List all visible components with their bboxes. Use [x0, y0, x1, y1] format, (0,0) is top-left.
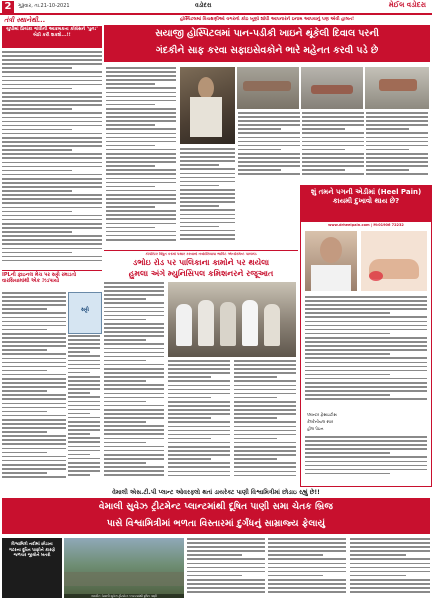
bottom-sidebar-text: વિશ્વામિત્રી નદીમાં છોડાતા ગટરના દૂષિત પાણીને કારણે જળચર જીવોને ખતરો — [8, 541, 56, 558]
ad-body-text — [305, 296, 427, 406]
lead-body-col1 — [106, 67, 176, 247]
lead-photo-wall-mid — [301, 67, 363, 109]
lead-headline-box — [104, 25, 430, 62]
bottom-sidebar-note — [2, 538, 62, 598]
header-rule — [0, 13, 432, 15]
page-header — [0, 0, 432, 13]
meeting-headline-line2: હુમલા અંગે મ્યુનિસિપલ કમિશનરને રજૂઆત — [128, 269, 274, 278]
lead-story-header — [104, 16, 430, 64]
ipl-headline: IPLની ફાઇનલ મેચ પર સટ્ટો રમાડતો વારસિયામાંથી એક ઝડપાયો — [2, 272, 77, 285]
meeting-kicker: કોર્પોરેટર વિધુત કરમાં પસાર કરવાનાં નવાંદરિયાપા ભાર્કિટ એન્ડોરમેન્ટ પાલખંડ — [145, 252, 257, 256]
editorial-column — [2, 16, 102, 269]
ad-question: શું તમને પગની એડીમાં (Heel Pain) કાયમી દુખાવો થાય છે? — [310, 188, 422, 205]
meeting-headline-line1: ડભોઇ રોડ પર પાલિકાના કામોને પર થયેલા — [132, 258, 270, 267]
lead-headline-line2: ગંદકીને સાફ કરવા સફાઇસેવકોને ભારે મહેનત કરવી પડે છે — [155, 45, 379, 56]
lead-body-col2 — [238, 112, 300, 182]
bottom-kicker: વેમાલી એસ.ટી.પી પ્લાન્ટ ઓવરફ્લો થતાં ડાયરેક્ટ પાણી વિશ્વામિત્રીમાં છોડાઇ રહ્યું છે!! — [112, 489, 320, 496]
bottom-headline-line2: પાસે વિશ્વામિત્રીમાં ભળતા વિસ્તારમાં દુર્ગંધનું સામ્રાજ્ય ફેલાયું — [106, 518, 326, 529]
heel-pain-ad — [300, 185, 432, 487]
bottom-body-col3 — [350, 538, 430, 598]
lead-body-col5 — [180, 148, 235, 248]
lead-body-col3 — [302, 112, 364, 182]
lead-headline-line1: સયાજી હોસ્પિટલમાં પાન-પડીકી ખાઇને થૂંકેલી દિવાલ પરની — [155, 28, 379, 39]
lead-body-col4 — [366, 112, 428, 182]
ad-footer-text — [305, 436, 427, 482]
cricket-stamp — [68, 292, 102, 334]
ipl-body-side — [68, 335, 100, 482]
editorial-headline-box — [2, 26, 102, 48]
ipl-story — [2, 270, 102, 485]
lead-photo-wall-left — [237, 67, 299, 109]
ad-bullet-list — [307, 411, 425, 432]
ad-foot-illustration — [361, 231, 427, 291]
meeting-body-col2 — [168, 360, 230, 482]
city-name: વડોદરા — [195, 2, 212, 9]
editorial-headline: યુપીમાં પ્રિયંકા ગાંધીની આક્રમકતા કોંગ્રેસને 'પુન:' બેઠી કરી શકશે...!! — [6, 27, 98, 38]
ipl-divider — [2, 270, 102, 271]
bottom-body-col1 — [187, 538, 265, 598]
lead-kicker: હોસ્પિટલમાં વિચક્ષણીઓ વગરનો કોઇ ખૂણો શોધી આપનારને ઇનામ આપવાનું પણ એવી હાલત! — [179, 17, 355, 22]
meeting-divider — [104, 250, 298, 251]
lead-photo-worker — [180, 67, 235, 144]
date-line: ગુરૂવાર, તા.21-10-2021 — [18, 3, 70, 9]
bottom-body-col2 — [268, 538, 346, 598]
ad-contact: www.drheelpain.com | M:01906 72232 — [328, 223, 404, 227]
brand-name: મેઈલ વડોદરા — [388, 1, 426, 9]
editorial-kicker: તંત્રી સ્થાનેથી... — [4, 16, 46, 24]
meeting-story — [104, 250, 298, 485]
page-number: 2 — [4, 1, 12, 12]
page-number-box — [2, 1, 14, 13]
bottom-headline-box — [2, 498, 430, 534]
meeting-body-col3 — [234, 360, 296, 482]
bottom-photo-caption: તસવીર: વેમાલી સુવેઝ ટ્રીટમેન્ટ પ્લાન્ટમાંથી દૂષિત પાણી — [64, 594, 184, 598]
ad-bullet: કેલ્કેનીયલ સ્પર — [307, 419, 334, 424]
ad-question-box — [301, 186, 431, 222]
ad-bullet: હીલ પેઇન — [307, 426, 324, 431]
bottom-story-header — [2, 488, 430, 536]
cricket-stamp-label: સટ્ટો — [80, 307, 89, 313]
bottom-photo-river — [64, 538, 184, 598]
meeting-body-col1 — [104, 282, 164, 482]
bottom-headline-line1: વેમાલી સુવેઝ ટ્રીટમેન્ટ પ્લાન્ટમાંથી દૂષિત પાણી સમા ચેતક બ્રિજ — [98, 501, 334, 512]
ipl-body — [2, 292, 66, 482]
editorial-body — [2, 51, 102, 267]
ad-doctor-photo — [305, 231, 357, 291]
ad-bullet: પ્લાન્ટર ફેસાઇટીસ — [307, 412, 337, 417]
meeting-photo — [168, 282, 296, 357]
lead-photo-wall-right — [365, 67, 429, 109]
